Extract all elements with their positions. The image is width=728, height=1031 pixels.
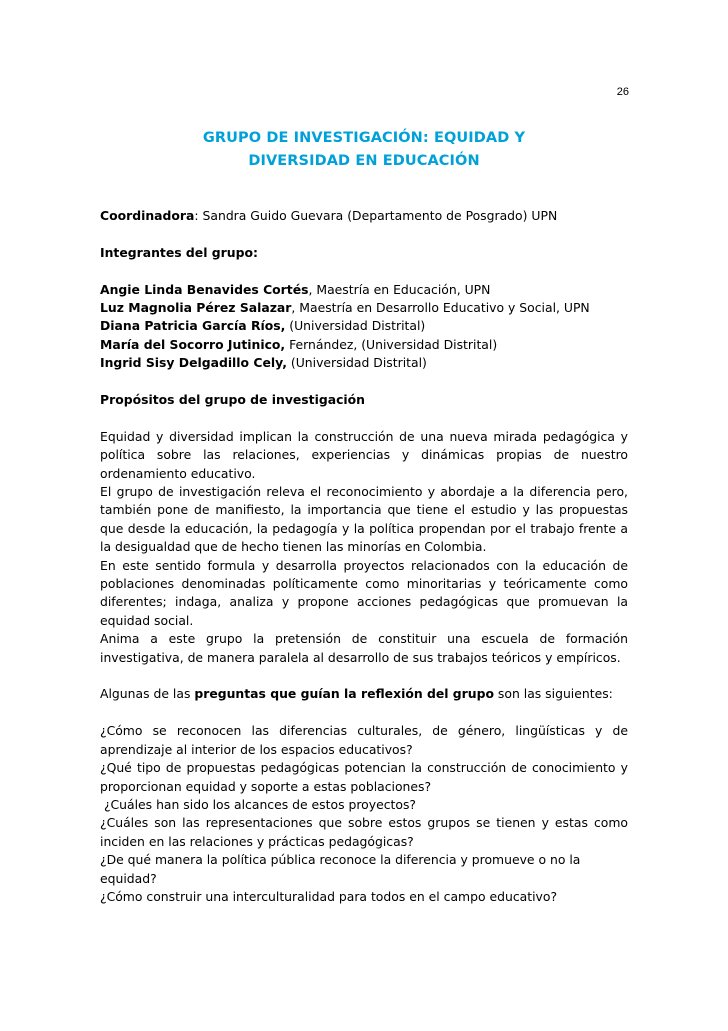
member-name: Ingrid Sisy Delgadillo Cely, [100, 355, 287, 371]
member-detail: Fernández, (Universidad Distrital) [285, 336, 498, 352]
coordinator-line [100, 207, 628, 225]
title-line-1: GRUPO DE INVESTIGACIÓN: EQUIDAD Y [202, 130, 526, 146]
member-item [100, 354, 628, 372]
purposes-section [100, 428, 628, 667]
member-item [100, 299, 628, 317]
questions-intro-before: Algunas de las [100, 686, 195, 702]
questions-list [100, 722, 628, 906]
question-item: ¿Cuáles son las representaciones que sobre estos grupos se tienen y estas como inciden en las relaciones y prácticas pedagógicas? [100, 815, 628, 849]
purposes-heading [100, 391, 628, 409]
purposes-heading-text: Propósitos del grupo de investigación [100, 392, 366, 408]
questions-intro-bold: preguntas que guían la reflexión del grupo [194, 686, 494, 702]
member-name: Luz Magnolia Pérez Salazar [100, 300, 292, 315]
members-heading [100, 244, 628, 262]
questions-intro [100, 685, 628, 703]
document-title [100, 127, 628, 173]
member-detail: , Maestría en Educación, UPN [308, 281, 491, 297]
member-item [100, 336, 628, 354]
questions-intro-after: son las siguientes: [493, 686, 613, 702]
title-line-2: DIVERSIDAD EN EDUCACIÓN [248, 153, 480, 169]
member-detail: , Maestría en Desarrollo Educativo y Social, UPN [291, 300, 590, 315]
document-body [100, 207, 628, 906]
member-name: Angie Linda Benavides Cortés [100, 281, 309, 297]
question-item: ¿Cómo se reconocen las diferencias culturales, de género, lingüísticas y de aprendizaje al interior de los espacios educativos? [100, 723, 628, 757]
question-item: ¿Cómo construir una interculturalidad para todos en el campo educativo? [100, 888, 558, 904]
page-number: 26 [616, 86, 629, 98]
members-list [100, 281, 628, 373]
question-item: ¿De qué manera la política pública reconoce la diferencia y promueve o no la equidad? [100, 852, 581, 886]
members-heading-text: Integrantes del grupo: [100, 244, 258, 260]
member-item [100, 281, 628, 299]
question-item: ¿Cuáles han sido los alcances de estos proyectos? [100, 796, 416, 812]
purpose-paragraph: Equidad y diversidad implican la construcción de una nueva mirada pedagógica y política sobre las relaciones, experiencias y dinámicas propias de nuestro ordenamiento educativo. [100, 428, 628, 481]
question-item: ¿Qué tipo de propuestas pedagógicas potencian la construcción de conocimiento y proporcionan equidad y soporte a estas poblaciones? [100, 760, 628, 794]
member-detail: (Universidad Distrital) [285, 318, 426, 334]
member-detail: (Universidad Distrital) [286, 355, 427, 371]
member-name: María del Socorro Jutinico, [100, 336, 286, 352]
coordinator-label: Coordinadora [100, 208, 195, 223]
purpose-paragraph: El grupo de investigación releva el reconocimiento y abordaje a la diferencia pero, también pone de manifiesto, la importancia que tiene el estudio y las propuestas que desde la educación, la pedagogía y la política propendan por el trabajo frente a la desigualdad que de hecho tienen las minorías en Colombia. [100, 484, 628, 555]
member-item [100, 317, 628, 335]
purpose-paragraph: Anima a este grupo la pretensión de constituir una escuela de formación investigativa, de manera paralela al desarrollo de sus trabajos teóricos y empíricos. [100, 631, 628, 665]
purpose-paragraph: En este sentido formula y desarrolla proyectos relacionados con la educación de poblaciones denominadas políticamente como minoritarias y teóricamente como diferentes; indaga, analiza y propone acciones pedagógicas que promuevan la equidad social. [100, 557, 628, 628]
coordinator-text: : Sandra Guido Guevara (Departamento de Posgrado) UPN [194, 208, 558, 223]
member-name: Diana Patricia García Ríos, [100, 318, 286, 334]
